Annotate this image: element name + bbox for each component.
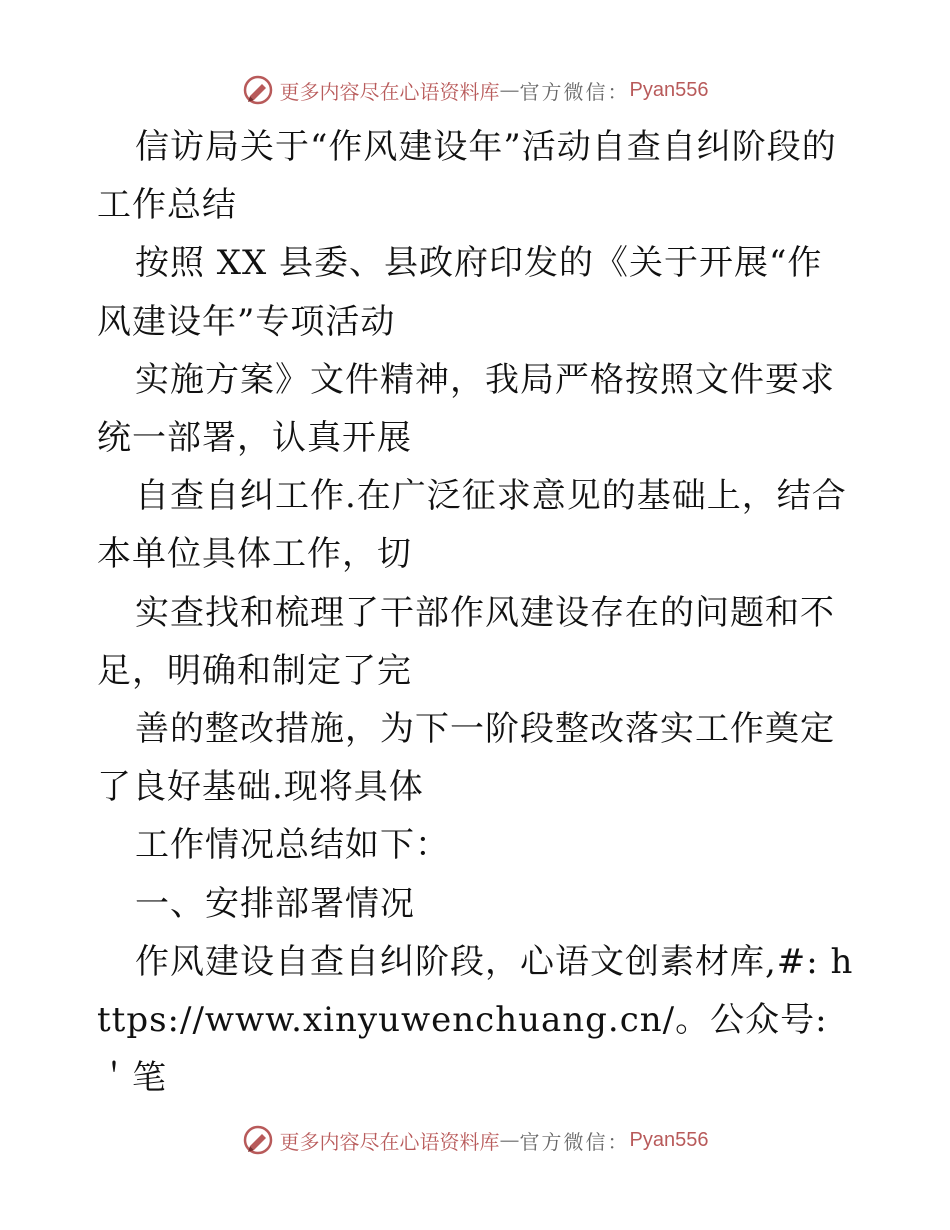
paragraph: 工作情况总结如下： (135, 825, 450, 866)
paragraph: 按照 XX 县委、县政府印发的《关于开展“作风建设年”专项活动 (97, 243, 823, 342)
banner-wechat-label: 官方微信： (519, 79, 630, 104)
paragraph: 实查找和梳理了干部作风建设存在的问题和不足，明确和制定了完 (97, 592, 835, 691)
banner-dash: — (499, 1128, 520, 1152)
pen-logo-icon (242, 74, 274, 106)
banner-wechat-id: Pyan556 (629, 1128, 709, 1151)
paragraph: 实施方案》文件精神，我局严格按照文件要求统一部署，认真开展 (97, 359, 835, 459)
banner-text: 更多内容尽在心语资料库 (279, 1129, 500, 1154)
paragraph: 自查自纠工作.在广泛征求意见的基础上，结合本单位具体工作，切 (97, 476, 847, 575)
banner-dash: — (499, 78, 520, 102)
banner-text: 更多内容尽在心语资料库 (279, 79, 500, 104)
document-title: 信访局关于“作风建设年”活动自查自纠阶段的工作总结 (97, 127, 837, 226)
banner-wechat-label: 官方微信： (519, 1129, 630, 1154)
paragraph: 善的整改措施，为下一阶段整改落实工作奠定了良好基础.现将具体 (97, 709, 835, 808)
pen-logo-icon (242, 1124, 274, 1156)
banner-wechat-id: Pyan556 (629, 78, 709, 101)
document-body (97, 118, 857, 1107)
section-heading: 一、安排部署情况 (135, 883, 415, 924)
footer-banner (0, 1120, 950, 1160)
paragraph: 作风建设自查自纠阶段，心语文创素材库,#: https://www.xinyuwenchuang.cn/。公众号:＇笔 (97, 941, 854, 1099)
header-banner (0, 70, 950, 110)
